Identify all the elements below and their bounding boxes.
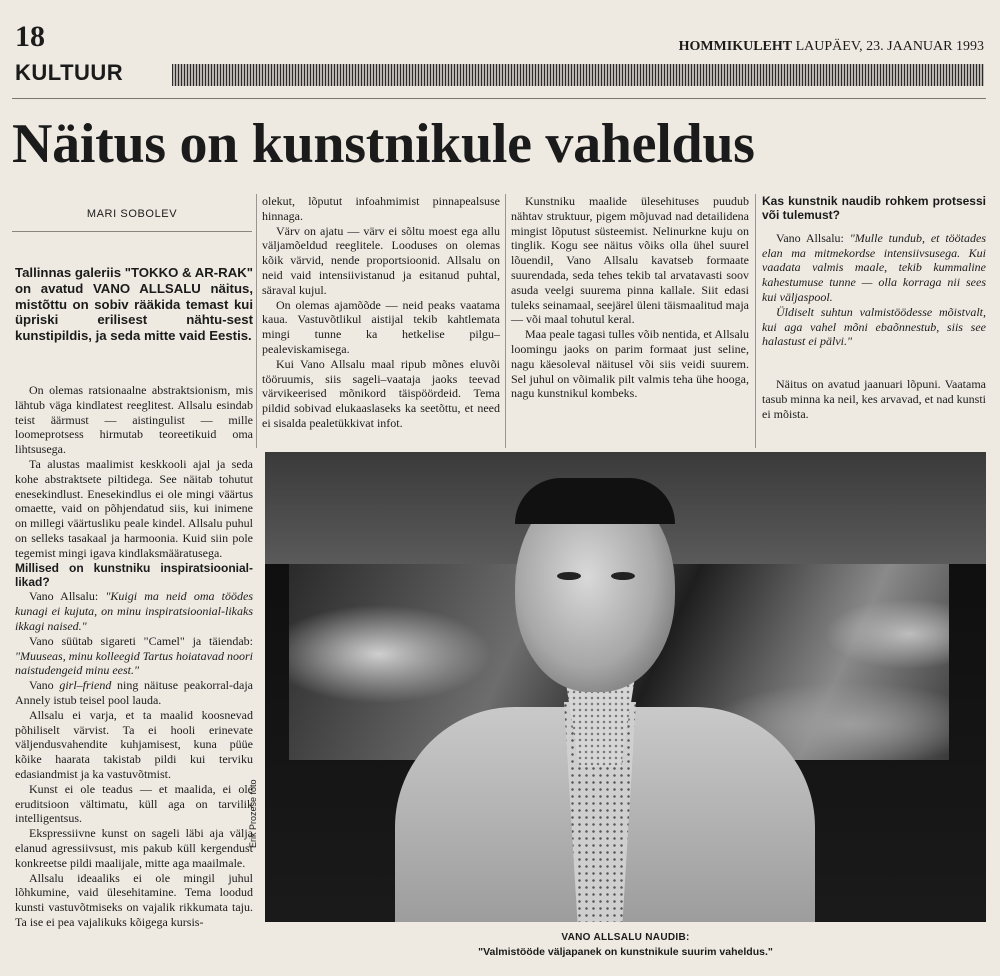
newspaper-name: HOMMIKULEHT (678, 39, 793, 54)
header-hatch-bar (172, 64, 984, 86)
interview-question: Kas kunstnik naudib rohkem protsessi või tulemust? (762, 194, 986, 223)
speaker-name: Vano Allsalu: (29, 589, 106, 604)
section-title: KULTUUR (15, 60, 124, 85)
issue-date: LAUPÄEV, 23. JAANUAR 1993 (795, 39, 984, 54)
lead-paragraph: Tallinnas galeriis "TOKKO & AR-RAK" on avatud VANO ALLSALU näitus, mistõttu on sobiv rääkida temast kui üpriski erilisest nähtu-sest kunstipildis, ja seda mitte vaid Eestis. (15, 265, 253, 344)
paragraph: olekut, lõputut infoahmimist pinnapealsuse hinnaga. (262, 194, 500, 223)
headline: Näitus on kunstnikule vaheldus (12, 113, 755, 175)
paragraph: Kunst ei ole teadus — et maalida, ei ole eruditsioon vältimatu, küll aga on tarvilik intelligentsus. (15, 781, 253, 826)
paragraph (15, 634, 253, 678)
spacer (762, 349, 986, 377)
byline: MARI SOBOLEV (86, 208, 178, 220)
paragraph: Kui Vano Allsalu maal ripub mõnes eluvõi tööruumis, siis sageli–vaataja jaoks teevad värvikeerised mõnikord täispöördeid. Tema pildid sobivad elukaaslaseks ka seetõttu, et need ei sisalda pealetükkivat infot. (262, 356, 500, 430)
photo-hair (515, 478, 675, 524)
paragraph: Värv on ajatu — värv ei sõltu moest ega allu väljamõeldud reeglitele. Looduses on olemas kõik värvid, nende proportsioonid. Allsalu on neid vaid intensiivistanud ja esitanud puhtal, säraval kujul. (262, 223, 500, 297)
photo-caption: "Valmistööde väljapanek on kunstnikule suurim vaheldus." (478, 946, 773, 958)
photo-eye (611, 572, 635, 580)
photo-credit: Erik Prozese foto (248, 779, 258, 848)
quote: "Kuigi ma neid oma töödes kunagi ei kujuta, on minu inspiratsioonial-likaks ikkagi naised." (15, 589, 253, 633)
article-photo (265, 452, 986, 922)
paragraph: On olemas ratsionaalne abstraktsionism, mis lähtub väga kindlatest reeglitest. Allsalu esindab teist äärmust — aistingulist — mille loomeprotsess hirmutab teoreetikuid oma lihtsusega. (15, 383, 253, 457)
article-column-4 (762, 194, 986, 422)
article-column-2 (262, 194, 500, 431)
paragraph: Ekspressiivne kunst on sageli läbi aja välja elanud agressiivsust, mis pakub küll kergendust konkreetse pildi maalijale, mitte aga maailmale. (15, 826, 253, 870)
paragraph: Allsalu ei varja, et ta maalid koosnevad põhiliselt värvist. Ta ei hooli erinevate väljendusvahendite kuhjamisest, kuna püüe kõike haarata takistab pildi kui terviku edasiandmist ja ka vastuvõtmist. (15, 707, 253, 781)
paragraph-text: Vano süütab sigareti "Camel" ja täiendab: (29, 633, 253, 648)
quote: "Mulle tundub, et töötades elan ma mitmekordse intensiivsusega. Kui vaadata valmis maale, tekib kummaline kahestumuse tunne — olla korraga nii sees kui väljaspool. (762, 230, 987, 304)
column-divider (755, 194, 756, 448)
paragraph (762, 305, 986, 349)
paragraph-text: ning näituse peakorral-daja Annely istub teisel pool lauda. (15, 678, 253, 707)
paragraph (15, 678, 253, 708)
byline-rule (12, 231, 252, 232)
quote: "Muuseas, minu kolleegid Tartus hoiatavad noori naistudengeid minu eest." (15, 648, 253, 678)
paragraph-text: Vano (29, 678, 60, 693)
article-column-3 (511, 194, 749, 401)
paragraph: Allsalu ideaaliks ei ole mingil juhul lõhkumine, vaid ülesehitamine. Tema loodud kunsti vastuvõtmiseks on vajalik rikkumata taju. Ta ise ei pea vajalikuks kõigega kursis- (15, 870, 253, 929)
paragraph (15, 589, 253, 633)
masthead (679, 40, 984, 54)
article-column-1 (15, 383, 253, 930)
column-divider (505, 194, 506, 448)
interview-question: Millised on kunstniku inspiratsioonial-likad? (15, 560, 253, 589)
paragraph: Kunstniku maalide ülesehituses puudub nähtav struktuur, pigem mõjuvad nad detailidena mingist lõputust süsteemist. Nelinurkne kuju on tinglik. Kogu see näitus võiks olla ühel suurel lõuendil, Vano Allsalu kavatseb formaate suurendada, seda tehes tekib tal arvatavasti soov asuda veelgi suurema pinna kallale. Siit edasi tuleks seinamaal, seejärel üleni täismaalitud maja — või maal tohutul keral. (511, 194, 749, 327)
emphasis: girl–friend (59, 678, 112, 693)
column-divider (256, 194, 257, 448)
photo-caption-title: VANO ALLSALU NAUDIB: (561, 932, 690, 943)
page-number: 18 (15, 20, 45, 53)
photo-eye (557, 572, 581, 580)
quote: Üldiselt suhtun valmistöödesse mõistvalt, kui aga vahel mõni ebaõnnestub, siis see halastust ei pälvi." (762, 304, 986, 349)
paragraph (762, 231, 986, 305)
paragraph: Maa peale tagasi tulles võib nentida, et Allsalu loomingu jaoks on parim formaat just seline, nagu käesoleval näitusel või siis veidi suurem. Sel juhul on võimalik pilt valmis teha ühe hooga, nagu kunstnikul kombeks. (511, 327, 749, 401)
paragraph: Näitus on avatud jaanuari lõpuni. Vaatama tasub minna ka neil, kes arvavad, et nad kunsti ei mõista. (762, 377, 986, 421)
paragraph: Ta alustas maalimist keskkooli ajal ja seda kohe abstraktsete piltidega. See näitab tohutut enesekindlust. Enesekindlus ei ole mingi väärtus omaette, vaid on põhjendatud siis, kui inimene on millegi väärtusliku peale kindel. Allsalu puhul on selleks tasakaal ja harmoonia. Kuid siin pole tegemist mingi igava kindlaksmääratusega. (15, 456, 253, 560)
paragraph: On olemas ajamõõde — neid peaks vaatama kaua. Vastuvõtlikul aistijal tekib kahtlemata mingi tunne ka hetkelise pilgu–pealeviskamisega. (262, 297, 500, 356)
speaker-name: Vano Allsalu: (776, 230, 850, 245)
header-rule (12, 98, 986, 99)
